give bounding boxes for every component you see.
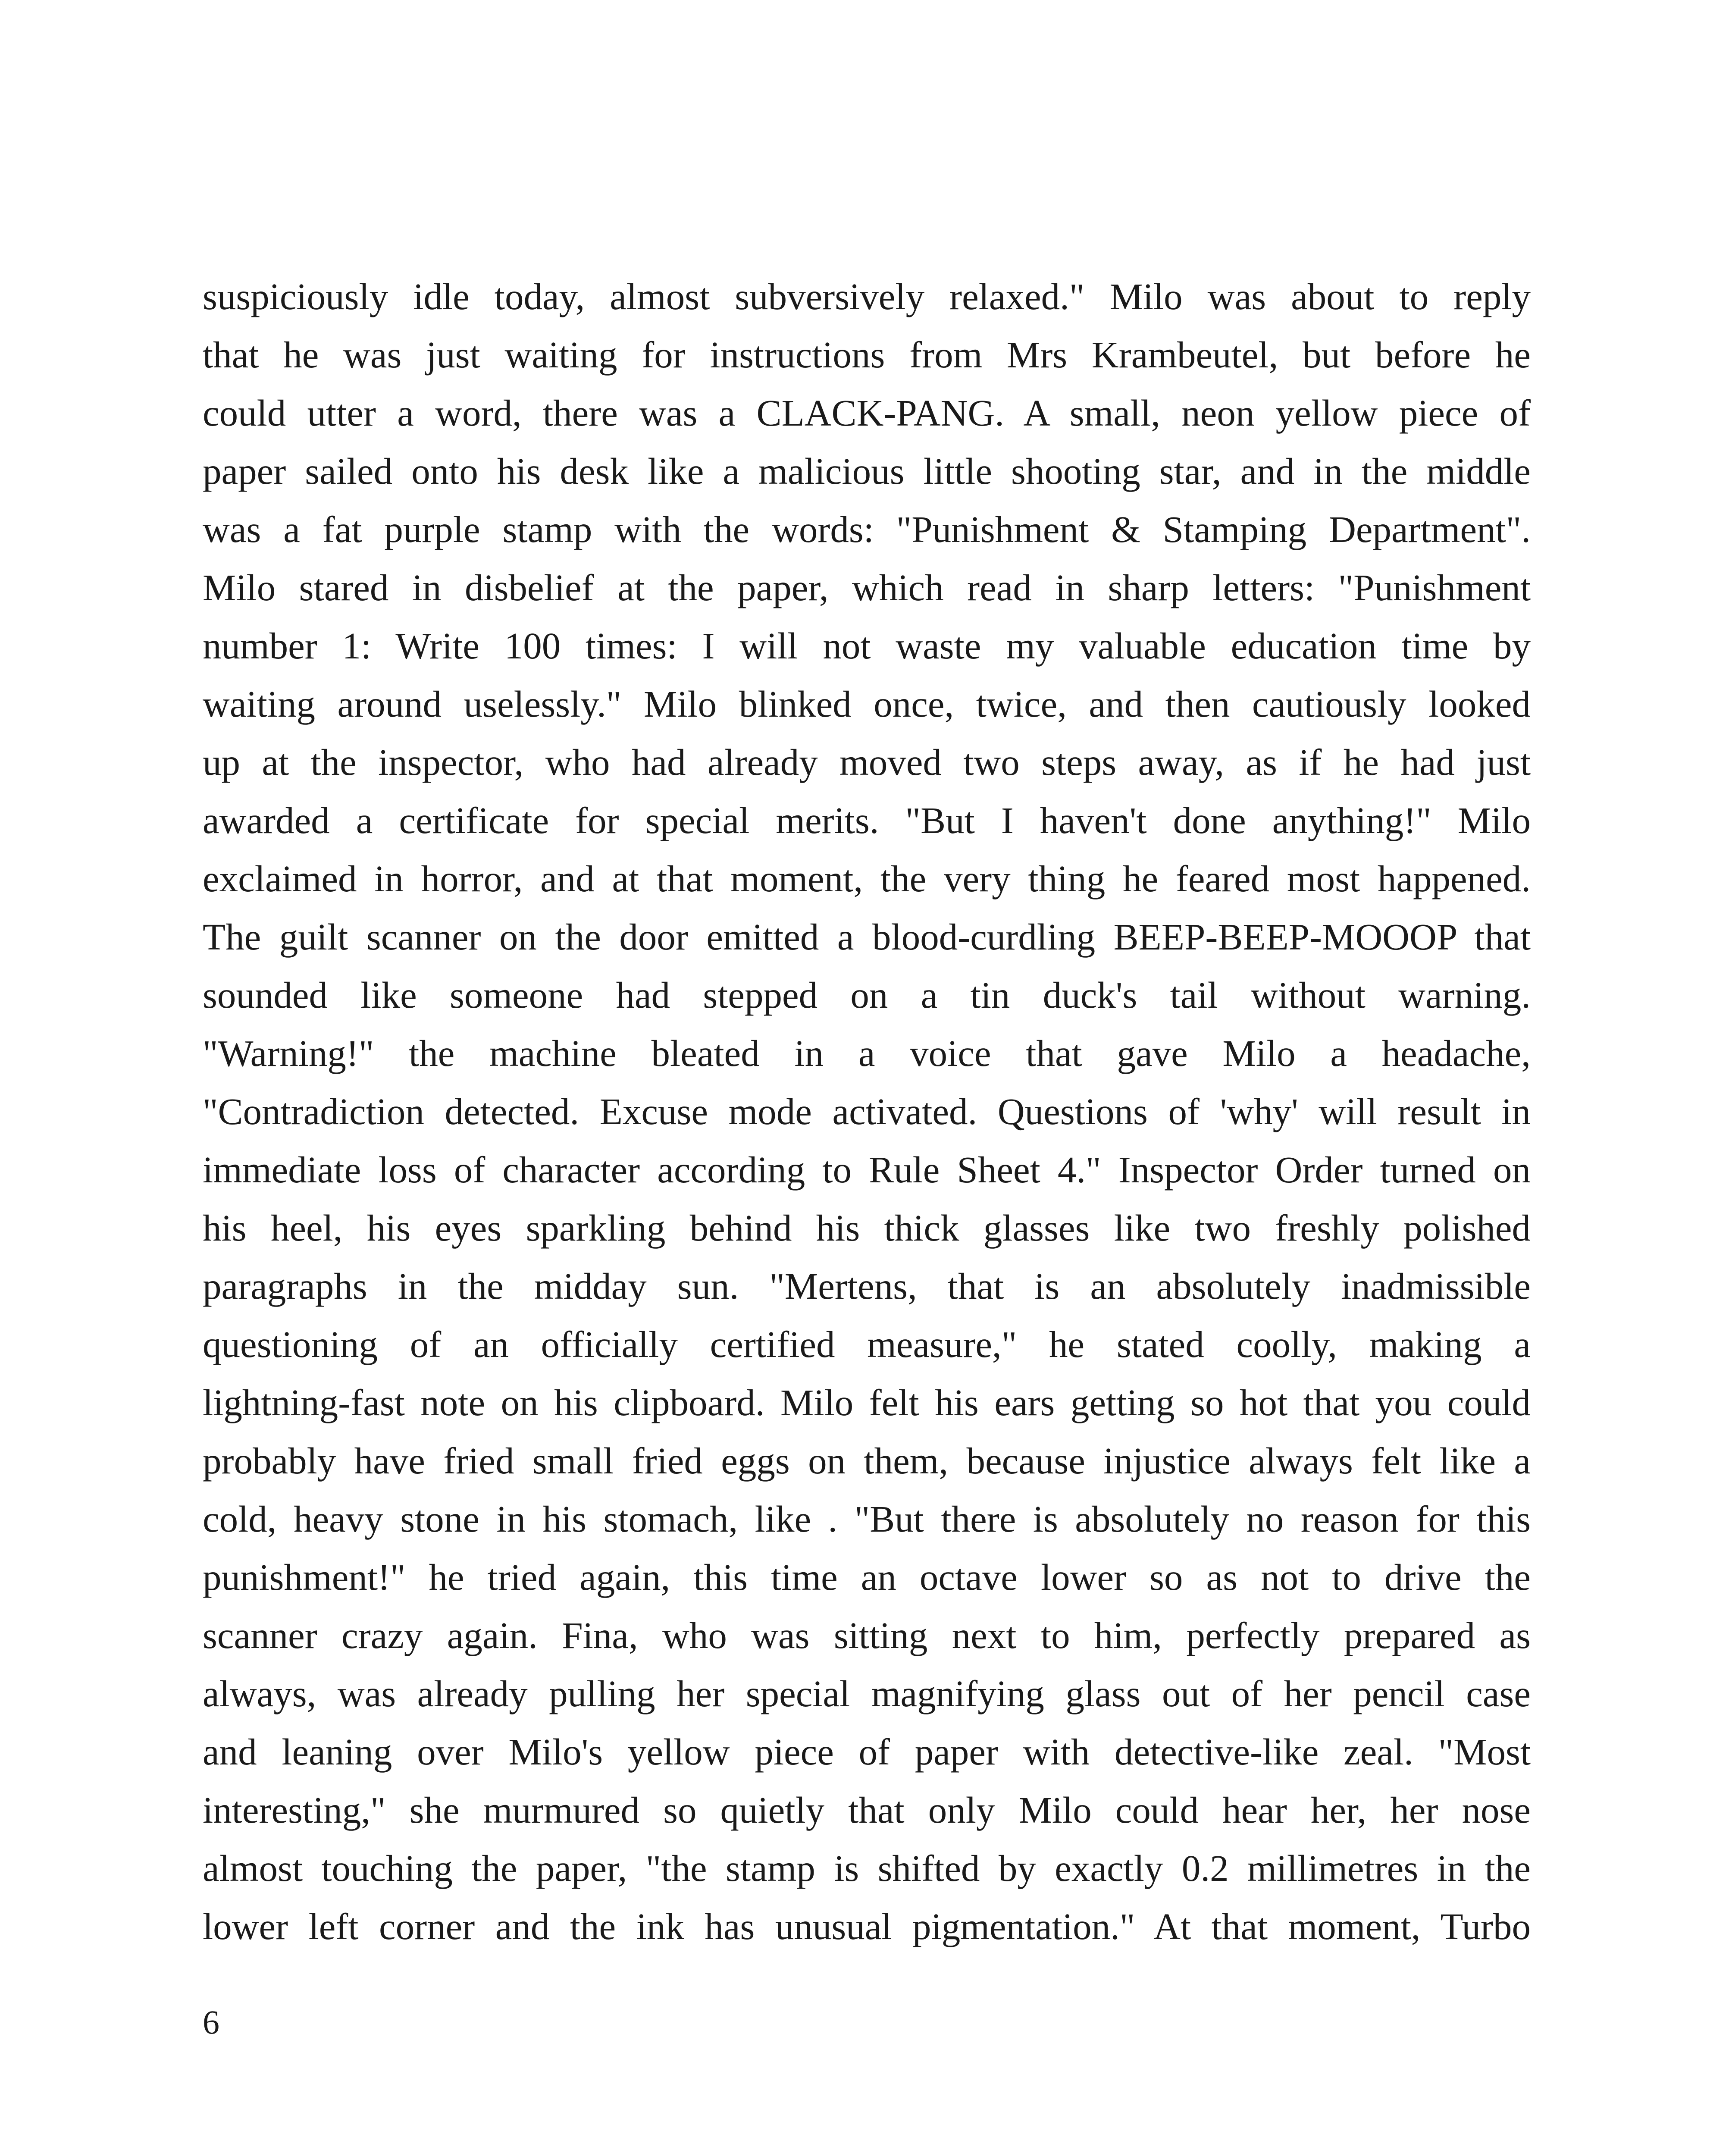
text-line: cold, heavy stone in his stomach, like . "But there is absolutely no reason for this — [203, 1498, 1531, 1540]
text-line: interesting," she murmured so quietly that only Milo could hear her, her nose — [203, 1789, 1531, 1831]
text-line: paper sailed onto his desk like a malicious little shooting star, and in the middle — [203, 450, 1531, 492]
text-line: could utter a word, there was a CLACK-PANG. A small, neon yellow piece of — [203, 392, 1531, 434]
text-line: Milo stared in disbelief at the paper, which read in sharp letters: "Punishment — [203, 567, 1531, 608]
text-line: that he was just waiting for instructions from Mrs Krambeutel, but before he — [203, 334, 1531, 376]
text-line: always, was already pulling her special magnifying glass out of her pencil case — [203, 1673, 1531, 1714]
text-line: punishment!" he tried again, this time an octave lower so as not to drive the — [203, 1556, 1531, 1598]
body-text — [203, 267, 1531, 1955]
text-line: "Warning!" the machine bleated in a voice that gave Milo a headache, — [203, 1032, 1531, 1074]
text-line: up at the inspector, who had already moved two steps away, as if he had just — [203, 741, 1531, 783]
text-line: The guilt scanner on the door emitted a blood-curdling BEEP-BEEP-MOOOP that — [203, 916, 1531, 958]
text-line: immediate loss of character according to Rule Sheet 4." Inspector Order turned on — [203, 1149, 1531, 1191]
text-line: number 1: Write 100 times: I will not waste my valuable education time by — [203, 625, 1531, 667]
text-line: waiting around uselessly." Milo blinked once, twice, and then cautiously looked — [203, 683, 1531, 725]
text-line: probably have fried small fried eggs on them, because injustice always felt like a — [203, 1440, 1531, 1482]
text-line: lower left corner and the ink has unusual pigmentation." At that moment, Turbo — [203, 1905, 1531, 1947]
text-line: and leaning over Milo's yellow piece of paper with detective-like zeal. "Most — [203, 1731, 1531, 1773]
text-line: scanner crazy again. Fina, who was sitting next to him, perfectly prepared as — [203, 1614, 1531, 1656]
text-line: awarded a certificate for special merits. "But I haven't done anything!" Milo — [203, 799, 1531, 841]
text-line: was a fat purple stamp with the words: "Punishment & Stamping Department". — [203, 508, 1531, 550]
text-line: sounded like someone had stepped on a tin duck's tail without warning. — [203, 974, 1531, 1016]
text-line: lightning-fast note on his clipboard. Milo felt his ears getting so hot that you could — [203, 1382, 1531, 1423]
text-line: "Contradiction detected. Excuse mode activated. Questions of 'why' will result in — [203, 1091, 1531, 1132]
text-line: his heel, his eyes sparkling behind his thick glasses like two freshly polished — [203, 1207, 1531, 1249]
text-line: paragraphs in the midday sun. "Mertens, that is an absolutely inadmissible — [203, 1265, 1531, 1307]
text-line: questioning of an officially certified measure," he stated coolly, making a — [203, 1323, 1531, 1365]
text-line: suspiciously idle today, almost subversively relaxed." Milo was about to reply — [203, 276, 1531, 317]
text-line: exclaimed in horror, and at that moment, the very thing he feared most happened. — [203, 858, 1531, 899]
page-number: 6 — [203, 2003, 219, 2041]
text-line: almost touching the paper, "the stamp is shifted by exactly 0.2 millimetres in the — [203, 1847, 1531, 1889]
